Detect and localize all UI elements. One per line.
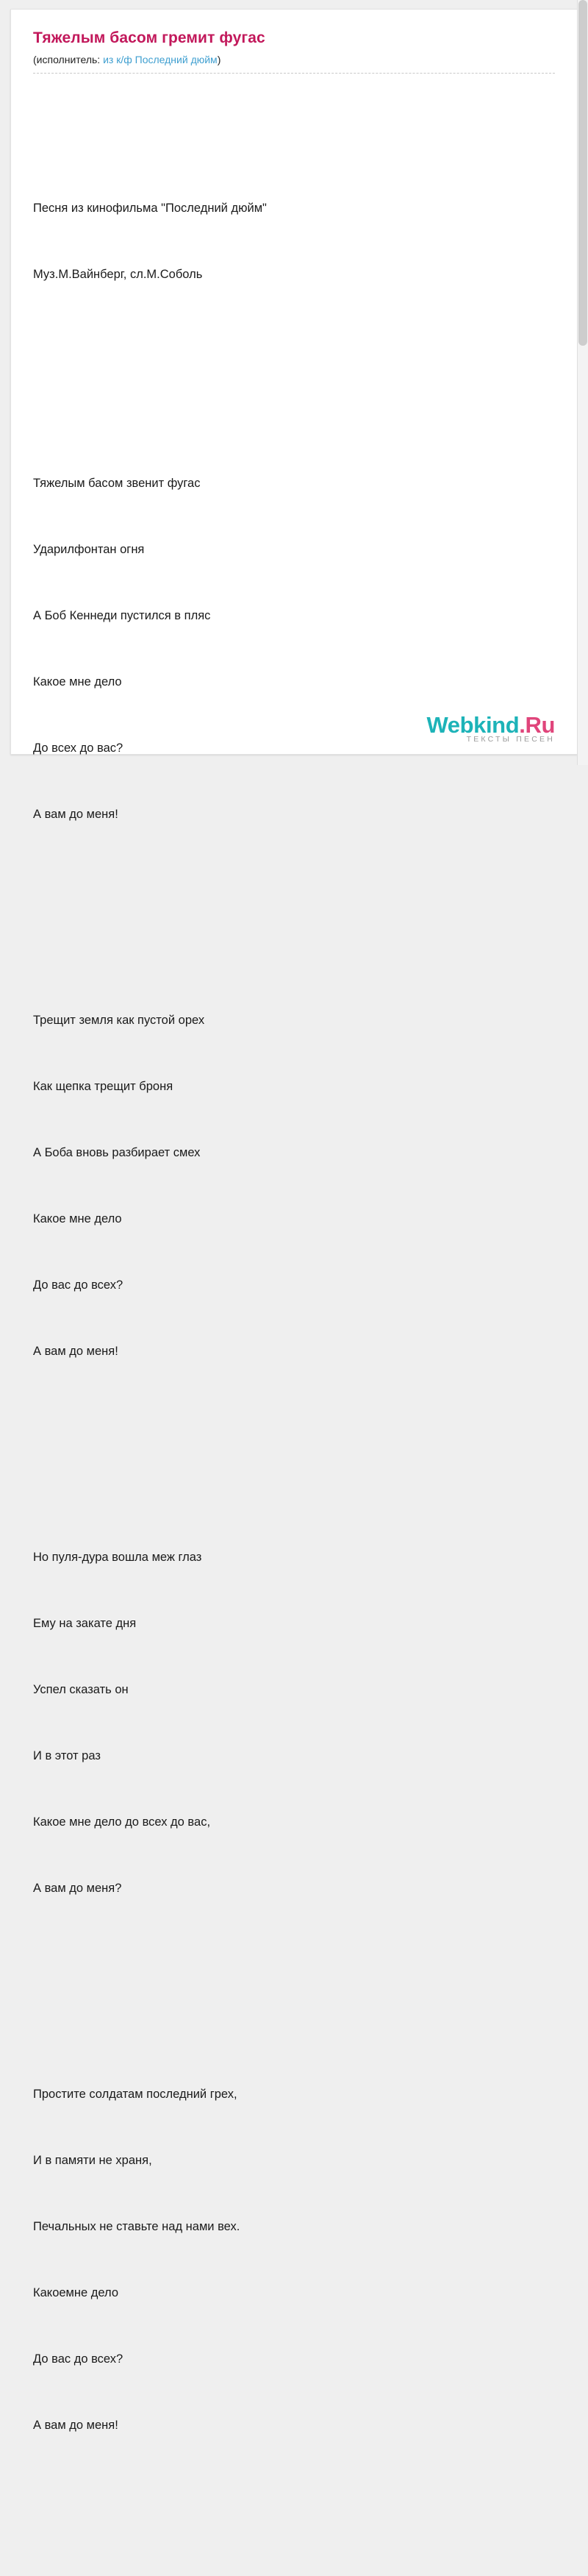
lyrics-line: А вам до меня!	[33, 2419, 118, 2432]
lyrics-line: До всех до вас?	[33, 741, 123, 755]
lyrics-line: А вам до меня!	[33, 808, 118, 821]
performer-link[interactable]: из к/ф Последний дюйм	[103, 54, 218, 65]
lyrics-line: Печальных не ставьте над нами вех.	[33, 2220, 240, 2233]
page-scrollbar[interactable]	[577, 0, 588, 765]
lyrics-line: И в памяти не храня,	[33, 2154, 152, 2167]
lyrics-line: Ударилфонтан огня	[33, 543, 145, 556]
lyrics-line: И в этот раз	[33, 1749, 101, 1762]
lyrics-line: Муз.М.Вайнберг, сл.М.Соболь	[33, 268, 203, 281]
lyrics-line: А вам до меня?	[33, 1882, 122, 1895]
lyrics-line: Ему на закате дня	[33, 1617, 137, 1630]
scrollbar-thumb[interactable]	[578, 0, 587, 346]
lyrics-line: До вас до всех?	[33, 1278, 123, 1292]
lyrics-line: Какое мне дело	[33, 675, 122, 689]
site-logo-name: Webkind	[426, 712, 520, 738]
lyrics-stanza	[33, 153, 555, 330]
lyrics-stanza	[33, 2039, 555, 2480]
site-logo-tagline: ТЕКСТЫ ПЕСЕН	[466, 735, 555, 744]
lyrics-line: А Боба вновь разбирает смех	[33, 1146, 201, 1159]
lyrics-line: Песня из кинофильма "Последний дюйм"	[33, 202, 267, 215]
site-logo-text	[426, 713, 555, 738]
lyrics-line: Какое мне дело до всех до вас,	[33, 1815, 211, 1829]
performer-line	[33, 54, 555, 74]
site-logo[interactable]	[426, 713, 555, 744]
lyrics-line: Успел сказать он	[33, 1683, 129, 1696]
lyrics-line: До вас до всех?	[33, 2352, 123, 2366]
lyrics-line: Какоемне дело	[33, 2286, 119, 2299]
lyrics-line: Но пуля-дура вошла меж глаз	[33, 1551, 202, 1564]
lyrics-body	[33, 87, 555, 2576]
lyrics-stanza	[33, 965, 555, 1406]
lyrics-line: Простите солдатам последний грех,	[33, 2088, 237, 2101]
lyrics-line: А вам до меня!	[33, 1345, 118, 1358]
lyrics-line: Трещит земля как пустой орех	[33, 1014, 205, 1027]
page-title: Тяжелым басом гремит фугас	[33, 29, 265, 46]
lyrics-stanza	[33, 1502, 555, 1943]
lyrics-line: Как щепка трещит броня	[33, 1080, 173, 1093]
site-logo-tld: .Ru	[519, 712, 555, 738]
performer-label: (исполнитель:	[33, 54, 104, 65]
lyrics-stanza	[33, 428, 555, 869]
performer-close-paren: )	[217, 54, 221, 65]
lyrics-line: Тяжелым басом звенит фугас	[33, 477, 201, 490]
lyrics-line: А Боб Кеннеди пустился в пляс	[33, 609, 211, 622]
lyrics-line: Какое мне дело	[33, 1212, 122, 1225]
lyrics-sheet	[10, 9, 578, 2432]
